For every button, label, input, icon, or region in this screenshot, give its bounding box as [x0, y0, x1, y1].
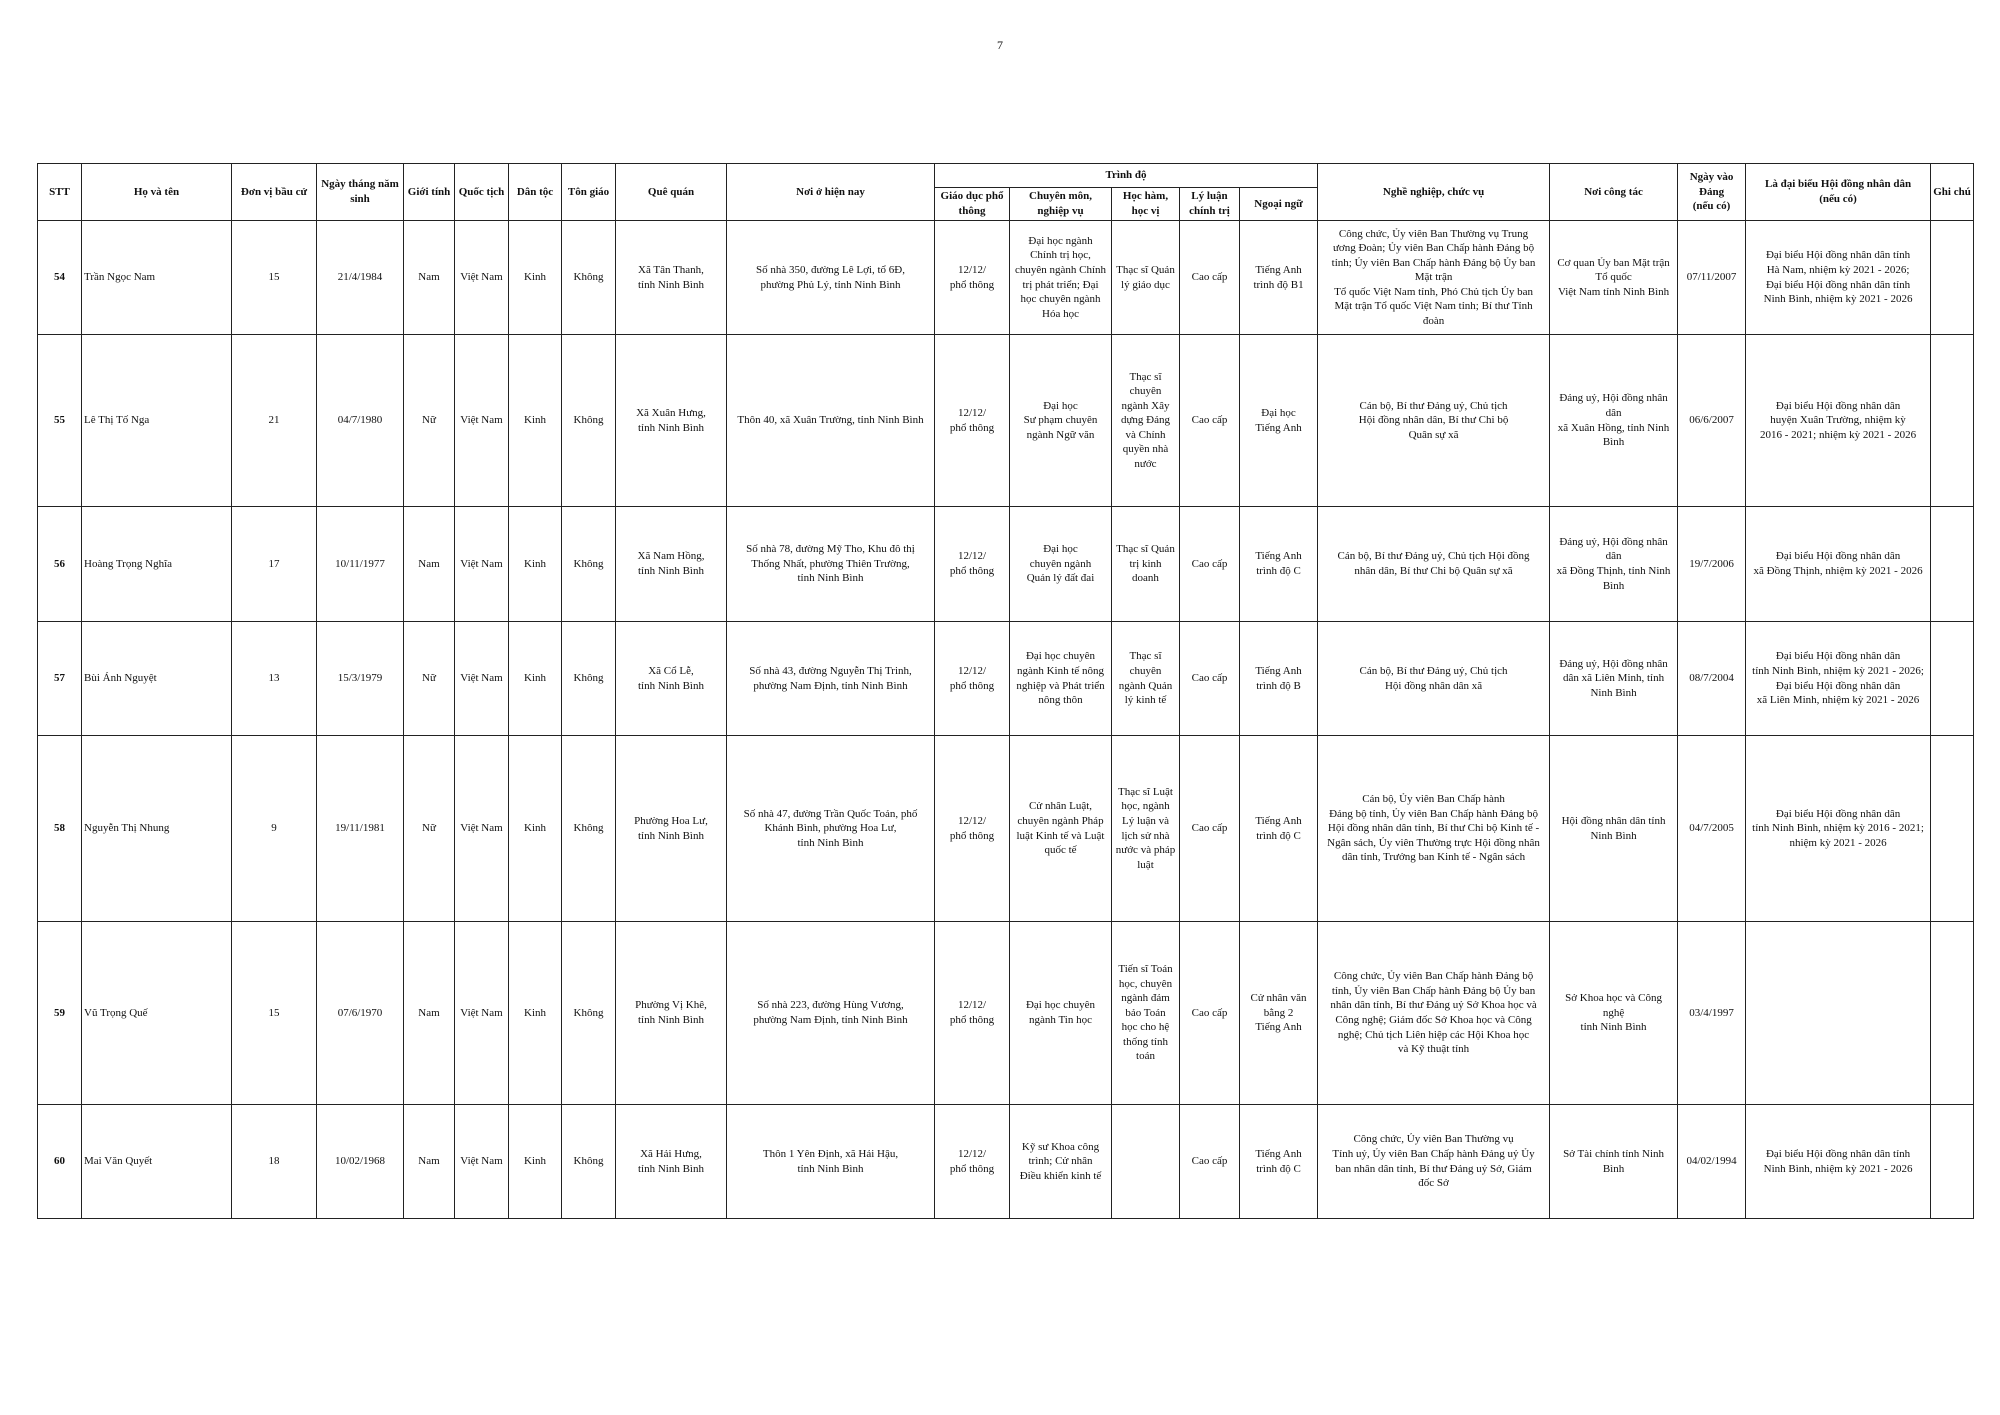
cell-que-quan: Xã Cổ Lễ, tỉnh Ninh Bình — [616, 622, 727, 736]
cell-noi-o: Số nhà 47, đường Trần Quốc Toản, phố Khánh Bình, phường Hoa Lư, tỉnh Ninh Bình — [727, 736, 935, 922]
cell-don-vi: 13 — [232, 622, 317, 736]
cell-ton-giao: Không — [562, 922, 616, 1105]
cell-ly-luan: Cao cấp — [1180, 622, 1240, 736]
cell-noi-cong-tac: Sở Tài chính tỉnh Ninh Bình — [1550, 1105, 1678, 1219]
cell-don-vi: 18 — [232, 1105, 317, 1219]
cell-ngay-vao-dang: 04/7/2005 — [1678, 736, 1746, 922]
cell-ho-ten: Vũ Trọng Quế — [82, 922, 232, 1105]
cell-dai-bieu: Đại biểu Hội đồng nhân dân xã Đồng Thịnh, nhiệm kỳ 2021 - 2026 — [1746, 507, 1931, 622]
cell-ngay-sinh: 21/4/1984 — [317, 221, 404, 335]
cell-don-vi: 15 — [232, 221, 317, 335]
cell-ngoai-ngu: Tiếng Anh trình độ C — [1240, 1105, 1318, 1219]
header-gioi-tinh: Giới tính — [404, 164, 455, 221]
cell-ton-giao: Không — [562, 736, 616, 922]
cell-noi-cong-tac: Đảng uỷ, Hội đồng nhân dân xã Đồng Thịnh, tỉnh Ninh Bình — [1550, 507, 1678, 622]
cell-chuyen-mon: Đại học chuyên ngành Kinh tế nông nghiệp và Phát triển nông thôn — [1010, 622, 1112, 736]
cell-que-quan: Xã Tân Thanh, tỉnh Ninh Bình — [616, 221, 727, 335]
cell-chuyen-mon: Đại học ngành Chính trị học, chuyên ngành Chính trị phát triển; Đại học chuyên ngành Hóa học — [1010, 221, 1112, 335]
cell-noi-o: Số nhà 350, đường Lê Lợi, tổ 6Đ, phường Phủ Lý, tỉnh Ninh Bình — [727, 221, 935, 335]
cell-que-quan: Xã Xuân Hưng, tỉnh Ninh Bình — [616, 335, 727, 507]
cell-nghe-nghiep: Cán bộ, Bí thư Đảng uỷ, Chủ tịch Hội đồng nhân dân xã — [1318, 622, 1550, 736]
cell-ghi-chu — [1931, 622, 1974, 736]
cell-gioi-tinh: Nam — [404, 507, 455, 622]
cell-ngay-vao-dang: 07/11/2007 — [1678, 221, 1746, 335]
cell-ngay-vao-dang: 04/02/1994 — [1678, 1105, 1746, 1219]
table-body — [38, 221, 1974, 1219]
cell-stt: 54 — [38, 221, 82, 335]
cell-dai-bieu: Đại biểu Hội đồng nhân dân tỉnh Ninh Bình, nhiệm kỳ 2016 - 2021; nhiệm kỳ 2021 - 2026 — [1746, 736, 1931, 922]
cell-nghe-nghiep: Công chức, Ủy viên Ban Chấp hành Đảng bộ tỉnh, Ủy viên Ban Chấp hành Đảng bộ Ủy ban nhân dân tỉnh, Bí thư Đảng uỷ Sở Khoa học và Công nghệ; Giám đốc Sở Khoa học và Công nghệ; Chủ tịch Liên hiệp các Hội Khoa học và Kỹ thuật tỉnh — [1318, 922, 1550, 1105]
header-trinh-do: Trình độ — [935, 164, 1318, 188]
candidate-table — [37, 163, 1974, 1219]
cell-noi-o: Thôn 1 Yên Định, xã Hải Hậu, tỉnh Ninh Bình — [727, 1105, 935, 1219]
header-que-quan: Quê quán — [616, 164, 727, 221]
header-don-vi: Đơn vị bầu cử — [232, 164, 317, 221]
cell-ngay-vao-dang: 06/6/2007 — [1678, 335, 1746, 507]
cell-dan-toc: Kinh — [509, 221, 562, 335]
cell-nghe-nghiep: Cán bộ, Bí thư Đảng uỷ, Chủ tịch Hội đồng nhân dân, Bí thư Chi bộ Quân sự xã — [1318, 335, 1550, 507]
cell-ton-giao: Không — [562, 335, 616, 507]
cell-ho-ten: Bùi Ánh Nguyệt — [82, 622, 232, 736]
cell-ly-luan: Cao cấp — [1180, 1105, 1240, 1219]
cell-ngay-sinh: 19/11/1981 — [317, 736, 404, 922]
cell-don-vi: 17 — [232, 507, 317, 622]
cell-ly-luan: Cao cấp — [1180, 736, 1240, 922]
cell-ngoai-ngu: Tiếng Anh trình độ B — [1240, 622, 1318, 736]
cell-don-vi: 21 — [232, 335, 317, 507]
cell-ly-luan: Cao cấp — [1180, 922, 1240, 1105]
cell-que-quan: Phường Vị Khê, tỉnh Ninh Bình — [616, 922, 727, 1105]
header-quoc-tich: Quốc tịch — [455, 164, 509, 221]
cell-que-quan: Phường Hoa Lư, tỉnh Ninh Bình — [616, 736, 727, 922]
cell-hoc-ham — [1112, 1105, 1180, 1219]
cell-chuyen-mon: Đại học Sư phạm chuyên ngành Ngữ văn — [1010, 335, 1112, 507]
cell-ghi-chu — [1931, 335, 1974, 507]
table-row — [38, 922, 1974, 1105]
cell-giao-duc: 12/12/ phổ thông — [935, 922, 1010, 1105]
cell-ho-ten: Hoàng Trọng Nghĩa — [82, 507, 232, 622]
cell-ngay-sinh: 10/11/1977 — [317, 507, 404, 622]
cell-giao-duc: 12/12/ phổ thông — [935, 335, 1010, 507]
cell-chuyen-mon: Đại học chuyên ngành Tin học — [1010, 922, 1112, 1105]
cell-giao-duc: 12/12/ phổ thông — [935, 622, 1010, 736]
cell-stt: 60 — [38, 1105, 82, 1219]
cell-stt: 56 — [38, 507, 82, 622]
cell-giao-duc: 12/12/ phổ thông — [935, 736, 1010, 922]
header-dan-toc: Dân tộc — [509, 164, 562, 221]
cell-nghe-nghiep: Cán bộ, Bí thư Đảng uỷ, Chủ tịch Hội đồng nhân dân, Bí thư Chi bộ Quân sự xã — [1318, 507, 1550, 622]
cell-ghi-chu — [1931, 221, 1974, 335]
cell-quoc-tich: Việt Nam — [455, 622, 509, 736]
header-ngay-vao-dang: Ngày vào Đảng (nếu có) — [1678, 164, 1746, 221]
header-noi-o: Nơi ở hiện nay — [727, 164, 935, 221]
cell-noi-cong-tac: Hội đồng nhân dân tỉnh Ninh Bình — [1550, 736, 1678, 922]
cell-stt: 58 — [38, 736, 82, 922]
cell-dai-bieu: Đại biểu Hội đồng nhân dân tỉnh Ninh Bình, nhiệm kỳ 2021 - 2026 — [1746, 1105, 1931, 1219]
cell-gioi-tinh: Nữ — [404, 622, 455, 736]
table-row — [38, 335, 1974, 507]
cell-hoc-ham: Thạc sĩ Quản lý giáo dục — [1112, 221, 1180, 335]
table-row — [38, 736, 1974, 922]
cell-gioi-tinh: Nữ — [404, 335, 455, 507]
cell-ngoai-ngu: Tiếng Anh trình độ B1 — [1240, 221, 1318, 335]
header-stt: STT — [38, 164, 82, 221]
cell-noi-o: Số nhà 43, đường Nguyễn Thị Trinh, phường Nam Định, tỉnh Ninh Bình — [727, 622, 935, 736]
cell-que-quan: Xã Nam Hồng, tỉnh Ninh Bình — [616, 507, 727, 622]
cell-noi-cong-tac: Sở Khoa học và Công nghệ tỉnh Ninh Bình — [1550, 922, 1678, 1105]
header-ghi-chu: Ghi chú — [1931, 164, 1974, 221]
cell-dan-toc: Kinh — [509, 922, 562, 1105]
cell-ton-giao: Không — [562, 622, 616, 736]
cell-noi-cong-tac: Đảng uỷ, Hội đồng nhân dân xã Liên Minh, tỉnh Ninh Bình — [1550, 622, 1678, 736]
cell-noi-o: Số nhà 78, đường Mỹ Tho, Khu đô thị Thống Nhất, phường Thiên Trường, tỉnh Ninh Bình — [727, 507, 935, 622]
cell-hoc-ham: Thạc sĩ Quản trị kinh doanh — [1112, 507, 1180, 622]
cell-chuyen-mon: Đại học chuyên ngành Quản lý đất đai — [1010, 507, 1112, 622]
cell-dai-bieu: Đại biểu Hội đồng nhân dân tỉnh Hà Nam, nhiệm kỳ 2021 - 2026; Đại biểu Hội đồng nhân dân tỉnh Ninh Bình, nhiệm kỳ 2021 - 2026 — [1746, 221, 1931, 335]
cell-nghe-nghiep: Cán bộ, Ủy viên Ban Chấp hành Đảng bộ tỉnh, Ủy viên Ban Chấp hành Đảng bộ Hội đồng nhân dân tỉnh, Bí thư Chi bộ Kinh tế - Ngân sách, Ủy viên Thường trực Hội đồng nhân dân tỉnh, Trưởng ban Kinh tế - Ngân sách — [1318, 736, 1550, 922]
cell-ho-ten: Mai Văn Quyết — [82, 1105, 232, 1219]
cell-ho-ten: Nguyễn Thị Nhung — [82, 736, 232, 922]
cell-ghi-chu — [1931, 922, 1974, 1105]
cell-ton-giao: Không — [562, 1105, 616, 1219]
header-ngay-sinh: Ngày tháng năm sinh — [317, 164, 404, 221]
header-nghe-nghiep: Nghề nghiệp, chức vụ — [1318, 164, 1550, 221]
cell-ngay-sinh: 04/7/1980 — [317, 335, 404, 507]
cell-quoc-tich: Việt Nam — [455, 335, 509, 507]
cell-quoc-tich: Việt Nam — [455, 1105, 509, 1219]
header-ho-ten: Họ và tên — [82, 164, 232, 221]
cell-dan-toc: Kinh — [509, 736, 562, 922]
cell-dai-bieu: Đại biểu Hội đồng nhân dân huyện Xuân Trường, nhiệm kỳ 2016 - 2021; nhiệm kỳ 2021 - 2026 — [1746, 335, 1931, 507]
cell-giao-duc: 12/12/ phổ thông — [935, 1105, 1010, 1219]
table-row — [38, 622, 1974, 736]
cell-ghi-chu — [1931, 1105, 1974, 1219]
cell-quoc-tich: Việt Nam — [455, 736, 509, 922]
cell-ghi-chu — [1931, 736, 1974, 922]
cell-hoc-ham: Thạc sĩ chuyên ngành Quản lý kinh tế — [1112, 622, 1180, 736]
cell-dan-toc: Kinh — [509, 335, 562, 507]
cell-quoc-tich: Việt Nam — [455, 922, 509, 1105]
table-row — [38, 221, 1974, 335]
cell-ly-luan: Cao cấp — [1180, 335, 1240, 507]
cell-ton-giao: Không — [562, 221, 616, 335]
cell-ngay-sinh: 15/3/1979 — [317, 622, 404, 736]
cell-chuyen-mon: Cử nhân Luật, chuyên ngành Pháp luật Kinh tế và Luật quốc tế — [1010, 736, 1112, 922]
cell-dan-toc: Kinh — [509, 1105, 562, 1219]
cell-quoc-tich: Việt Nam — [455, 507, 509, 622]
cell-ngay-sinh: 07/6/1970 — [317, 922, 404, 1105]
table-row — [38, 507, 1974, 622]
page-number: 7 — [997, 38, 1003, 52]
cell-hoc-ham: Thạc sĩ chuyên ngành Xây dựng Đảng và Chính quyền nhà nước — [1112, 335, 1180, 507]
cell-gioi-tinh: Nam — [404, 1105, 455, 1219]
header-hoc-ham: Học hàm, học vị — [1112, 188, 1180, 221]
cell-ngoai-ngu: Tiếng Anh trình độ C — [1240, 507, 1318, 622]
header-giao-duc: Giáo dục phổ thông — [935, 188, 1010, 221]
cell-ngay-sinh: 10/02/1968 — [317, 1105, 404, 1219]
cell-quoc-tich: Việt Nam — [455, 221, 509, 335]
cell-ly-luan: Cao cấp — [1180, 221, 1240, 335]
cell-ngoai-ngu: Cử nhân văn bằng 2 Tiếng Anh — [1240, 922, 1318, 1105]
cell-ngay-vao-dang: 08/7/2004 — [1678, 622, 1746, 736]
cell-que-quan: Xã Hải Hưng, tỉnh Ninh Bình — [616, 1105, 727, 1219]
header-dai-bieu: Là đại biểu Hội đồng nhân dân (nếu có) — [1746, 164, 1931, 221]
cell-nghe-nghiep: Công chức, Ủy viên Ban Thường vụ Trung ương Đoàn; Ủy viên Ban Chấp hành Đảng bộ tỉnh; Ủy viên Ban Chấp hành Đảng bộ Ủy ban Mặt trận Tổ quốc Việt Nam tỉnh, Phó Chủ tịch Ủy ban Mặt trận Tổ quốc Việt Nam tỉnh; Bí thư Tỉnh đoàn — [1318, 221, 1550, 335]
cell-hoc-ham: Thạc sĩ Luật học, ngành Lý luận và lịch sử nhà nước và pháp luật — [1112, 736, 1180, 922]
cell-ngoai-ngu: Tiếng Anh trình độ C — [1240, 736, 1318, 922]
cell-don-vi: 15 — [232, 922, 317, 1105]
cell-stt: 59 — [38, 922, 82, 1105]
cell-dai-bieu: Đại biểu Hội đồng nhân dân tỉnh Ninh Bình, nhiệm kỳ 2021 - 2026; Đại biểu Hội đồng nhân dân xã Liên Minh, nhiệm kỳ 2021 - 2026 — [1746, 622, 1931, 736]
table-row — [38, 1105, 1974, 1219]
header-ly-luan: Lý luận chính trị — [1180, 188, 1240, 221]
cell-gioi-tinh: Nữ — [404, 736, 455, 922]
cell-ly-luan: Cao cấp — [1180, 507, 1240, 622]
cell-ngay-vao-dang: 19/7/2006 — [1678, 507, 1746, 622]
cell-dan-toc: Kinh — [509, 507, 562, 622]
cell-noi-o: Số nhà 223, đường Hùng Vương, phường Nam Định, tỉnh Ninh Bình — [727, 922, 935, 1105]
cell-ton-giao: Không — [562, 507, 616, 622]
cell-dan-toc: Kinh — [509, 622, 562, 736]
cell-noi-cong-tac: Cơ quan Ủy ban Mặt trận Tổ quốc Việt Nam tỉnh Ninh Bình — [1550, 221, 1678, 335]
cell-don-vi: 9 — [232, 736, 317, 922]
cell-stt: 55 — [38, 335, 82, 507]
cell-noi-o: Thôn 40, xã Xuân Trường, tỉnh Ninh Bình — [727, 335, 935, 507]
cell-noi-cong-tac: Đảng uỷ, Hội đồng nhân dân xã Xuân Hồng, tỉnh Ninh Bình — [1550, 335, 1678, 507]
cell-giao-duc: 12/12/ phổ thông — [935, 221, 1010, 335]
cell-ho-ten: Trần Ngọc Nam — [82, 221, 232, 335]
table-header — [38, 164, 1974, 221]
cell-gioi-tinh: Nam — [404, 221, 455, 335]
header-ngoai-ngu: Ngoại ngữ — [1240, 188, 1318, 221]
cell-gioi-tinh: Nam — [404, 922, 455, 1105]
cell-nghe-nghiep: Công chức, Ủy viên Ban Thường vụ Tỉnh uỷ, Ủy viên Ban Chấp hành Đảng uỷ Ủy ban nhân dân tỉnh, Bí thư Đảng uỷ Sở, Giám đốc Sở — [1318, 1105, 1550, 1219]
cell-ngoai-ngu: Đại học Tiếng Anh — [1240, 335, 1318, 507]
cell-giao-duc: 12/12/ phổ thông — [935, 507, 1010, 622]
cell-ho-ten: Lê Thị Tố Nga — [82, 335, 232, 507]
cell-chuyen-mon: Kỹ sư Khoa công trình; Cử nhân Điều khiển kinh tế — [1010, 1105, 1112, 1219]
cell-stt: 57 — [38, 622, 82, 736]
cell-ngay-vao-dang: 03/4/1997 — [1678, 922, 1746, 1105]
header-chuyen-mon: Chuyên môn, nghiệp vụ — [1010, 188, 1112, 221]
header-ton-giao: Tôn giáo — [562, 164, 616, 221]
cell-hoc-ham: Tiến sĩ Toán học, chuyên ngành đảm bảo Toán học cho hệ thống tính toán — [1112, 922, 1180, 1105]
cell-dai-bieu — [1746, 922, 1931, 1105]
header-noi-cong-tac: Nơi công tác — [1550, 164, 1678, 221]
cell-ghi-chu — [1931, 507, 1974, 622]
